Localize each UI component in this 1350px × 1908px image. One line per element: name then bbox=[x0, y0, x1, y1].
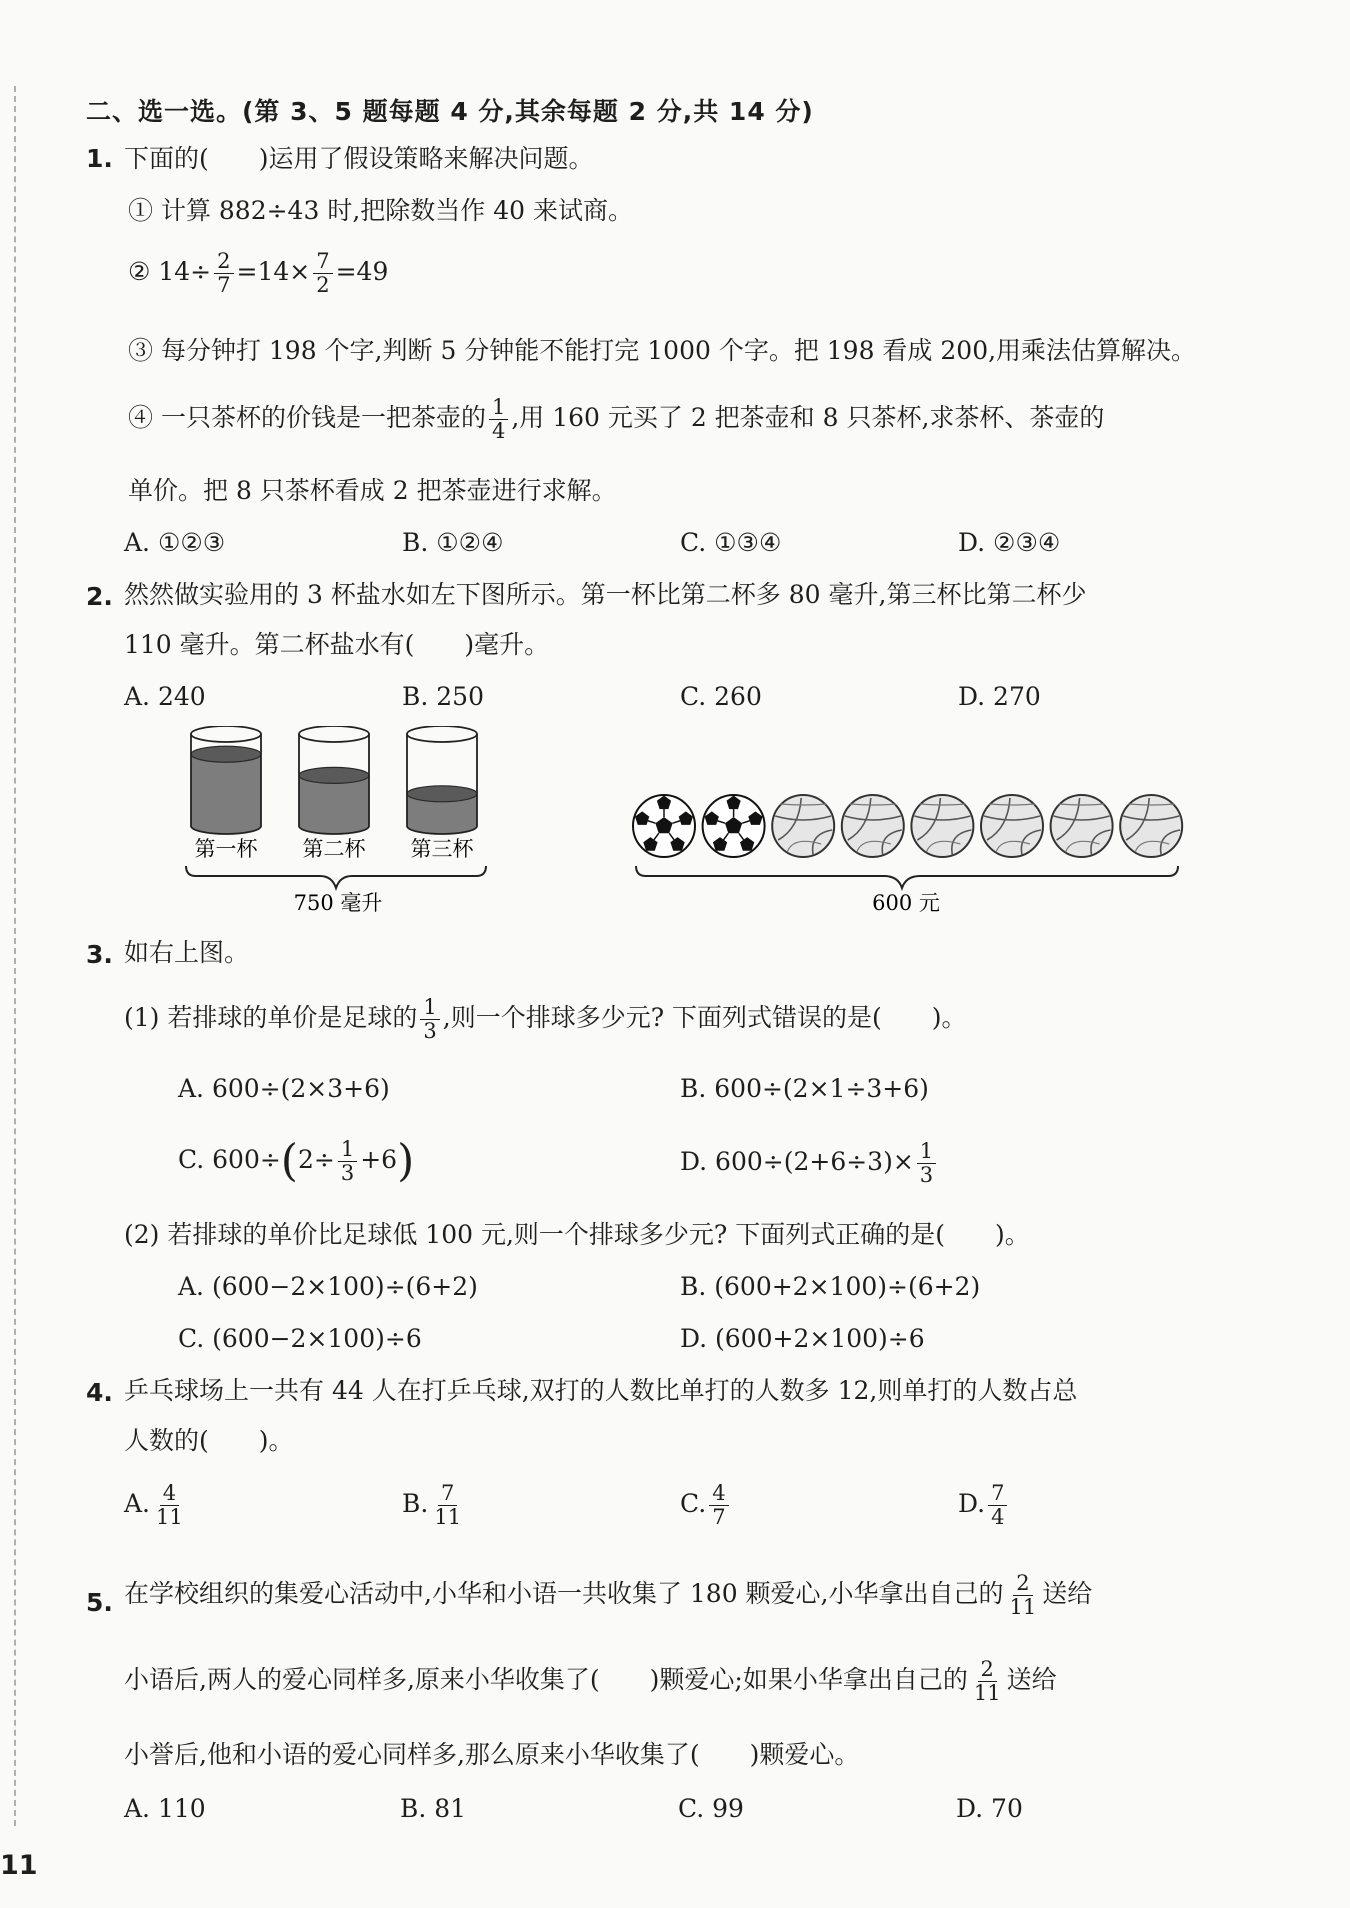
volleyball-icon bbox=[1051, 795, 1113, 857]
q4-option-d-fraction bbox=[988, 1482, 1007, 1529]
q3-p1-option-b[interactable]: B. 600÷(2×1÷3+6) bbox=[680, 1074, 929, 1103]
water-fill bbox=[299, 775, 369, 834]
q1-item-4 bbox=[128, 396, 1104, 443]
q4-option-d[interactable] bbox=[958, 1482, 1010, 1529]
q2-line-1: 然然做实验用的 3 杯盐水如左下图所示。第一杯比第二杯多 80 毫升,第三杯比第二杯少 bbox=[124, 580, 1087, 609]
q1-item-2-fraction-1 bbox=[214, 250, 233, 297]
q5-line-2-fraction bbox=[971, 1658, 1004, 1705]
cups-figure bbox=[180, 726, 500, 916]
section-title: 二、选一选。(第 3、5 题每题 4 分,其余每题 2 分,共 14 分) bbox=[86, 97, 814, 126]
cups-total-label: 750 毫升 bbox=[293, 891, 383, 915]
fraction-numerator: 1 bbox=[338, 1138, 357, 1162]
q1-item-4-fraction bbox=[489, 396, 508, 443]
fraction-numerator: 4 bbox=[709, 1482, 728, 1506]
q1-item-2-prefix: ② 14÷ bbox=[128, 257, 212, 286]
fraction-denominator: 11 bbox=[1009, 1595, 1037, 1619]
q1-number: 1. bbox=[86, 144, 113, 173]
q1-option-d[interactable]: D. ②③④ bbox=[958, 528, 1061, 557]
q5-number: 5. bbox=[86, 1588, 113, 1617]
fraction-numerator: 7 bbox=[438, 1482, 457, 1506]
q1-item-2-fraction-2 bbox=[313, 250, 332, 297]
cup-label-2: 第二杯 bbox=[302, 837, 366, 861]
fraction-denominator: 7 bbox=[712, 1505, 726, 1529]
fraction-denominator: 3 bbox=[340, 1161, 355, 1185]
fraction-numerator: 1 bbox=[917, 1140, 936, 1164]
water-surface bbox=[407, 786, 477, 802]
option-letter: A. bbox=[124, 1489, 151, 1518]
fraction-denominator: 2 bbox=[316, 273, 330, 297]
q2-option-a[interactable]: A. 240 bbox=[124, 682, 206, 711]
fraction-numerator: 2 bbox=[214, 250, 233, 274]
fraction-denominator: 11 bbox=[434, 1505, 462, 1529]
football-icon bbox=[633, 795, 695, 857]
beaker-3 bbox=[407, 726, 477, 834]
balls-total-label: 600 元 bbox=[872, 891, 940, 915]
q5-option-a[interactable]: A. 110 bbox=[124, 1794, 206, 1823]
volleyball-icon bbox=[981, 795, 1043, 857]
fraction-numerator: 2 bbox=[978, 1658, 997, 1682]
q2-number: 2. bbox=[86, 582, 113, 611]
q3-p1-option-c-prefix: C. 600÷ bbox=[178, 1145, 281, 1174]
fraction-numerator: 7 bbox=[988, 1482, 1007, 1506]
q4-option-a-fraction bbox=[153, 1482, 186, 1529]
option-letter: B. bbox=[402, 1489, 429, 1518]
beaker-2 bbox=[299, 726, 369, 834]
q3-p1-option-d-prefix: D. 600÷(2+6÷3)× bbox=[680, 1147, 914, 1176]
q3-p2-option-b[interactable]: B. (600+2×100)÷(6+2) bbox=[680, 1272, 981, 1301]
q5-line-1-suffix: 送给 bbox=[1042, 1579, 1093, 1608]
cup-label-1: 第一杯 bbox=[194, 837, 258, 861]
binding-margin-line bbox=[14, 86, 16, 1826]
q1-item-4-prefix: ④ 一只茶杯的价钱是一把茶壶的 bbox=[128, 403, 486, 432]
q2-option-d[interactable]: D. 270 bbox=[958, 682, 1041, 711]
q1-option-b[interactable]: B. ①②④ bbox=[402, 528, 504, 557]
q3-p1-option-c[interactable] bbox=[178, 1135, 415, 1187]
q5-line-1 bbox=[124, 1572, 1092, 1619]
fraction-denominator: 11 bbox=[973, 1681, 1001, 1705]
beaker-rim bbox=[191, 726, 261, 742]
q5-line-1-fraction bbox=[1007, 1572, 1040, 1619]
q3-p2-option-d[interactable]: D. (600+2×100)÷6 bbox=[680, 1324, 925, 1353]
q3-part-1-prefix: (1) 若排球的单价是足球的 bbox=[124, 1003, 418, 1032]
water-surface bbox=[299, 767, 369, 783]
q2-line-2: 110 毫升。第二杯盐水有( )毫升。 bbox=[124, 630, 550, 659]
balls-figure bbox=[628, 790, 1188, 918]
q1-item-2-suffix: =49 bbox=[335, 257, 389, 286]
q1-item-1: ① 计算 882÷43 时,把除数当作 40 来试商。 bbox=[128, 196, 633, 225]
q4-option-c-fraction bbox=[709, 1482, 728, 1529]
q5-line-2 bbox=[124, 1658, 1057, 1705]
q1-item-4-suffix: ,用 160 元买了 2 把茶壶和 8 只茶杯,求茶杯、茶壶的 bbox=[511, 403, 1105, 432]
q1-item-2-mid: =14× bbox=[236, 257, 311, 286]
football-icon bbox=[703, 795, 765, 857]
q3-p1-option-c-inner-2: +6 bbox=[360, 1145, 398, 1174]
water-surface bbox=[191, 746, 261, 762]
water-fill bbox=[191, 754, 261, 834]
fraction-numerator: 1 bbox=[420, 996, 439, 1020]
q1-item-3: ③ 每分钟打 198 个字,判断 5 分钟能不能打完 1000 个字。把 198 看成 200,用乘法估算解决。 bbox=[128, 336, 1197, 365]
q4-line-2: 人数的( )。 bbox=[124, 1426, 294, 1455]
q3-part-1-fraction bbox=[420, 996, 439, 1043]
q1-option-a[interactable]: A. ①②③ bbox=[124, 528, 226, 557]
fraction-numerator: 2 bbox=[1013, 1572, 1032, 1596]
q1-item-4-line-2: 单价。把 8 只茶杯看成 2 把茶壶进行求解。 bbox=[128, 476, 617, 505]
fraction-denominator: 7 bbox=[217, 273, 231, 297]
q1-option-c[interactable]: C. ①③④ bbox=[680, 528, 782, 557]
q4-option-a[interactable] bbox=[124, 1482, 189, 1529]
fraction-numerator: 7 bbox=[313, 250, 332, 274]
q3-p1-option-c-inner-1: 2÷ bbox=[297, 1145, 335, 1174]
q1-item-2 bbox=[128, 250, 388, 297]
q3-part-1-suffix: ,则一个排球多少元? 下面列式错误的是( )。 bbox=[442, 1003, 967, 1032]
q3-part-2-stem: (2) 若排球的单价比足球低 100 元,则一个排球多少元? 下面列式正确的是( )。 bbox=[124, 1220, 1030, 1249]
q3-p1-option-c-fraction bbox=[338, 1138, 357, 1185]
q3-p1-option-d[interactable] bbox=[680, 1140, 939, 1187]
volleyball-icon bbox=[1120, 795, 1182, 857]
fraction-numerator: 4 bbox=[160, 1482, 179, 1506]
q4-line-1: 乒乓球场上一共有 44 人在打乒乓球,双打的人数比单打的人数多 12,则单打的人数占总 bbox=[124, 1376, 1078, 1405]
q3-number: 3. bbox=[86, 940, 113, 969]
page-number: 11 bbox=[0, 1850, 38, 1881]
q2-option-b[interactable]: B. 250 bbox=[402, 682, 484, 711]
q4-number: 4. bbox=[86, 1378, 113, 1407]
fraction-denominator: 3 bbox=[423, 1019, 437, 1043]
beaker-rim bbox=[299, 726, 369, 742]
q3-part-1 bbox=[124, 996, 967, 1043]
left-paren-glyph: ( bbox=[280, 1135, 298, 1187]
volleyball-icon bbox=[842, 795, 904, 857]
q3-p2-option-c[interactable]: C. (600−2×100)÷6 bbox=[178, 1324, 422, 1353]
q3-stem: 如右上图。 bbox=[124, 938, 250, 967]
volleyball-icon bbox=[911, 795, 973, 857]
q1-stem: 下面的( )运用了假设策略来解决问题。 bbox=[124, 144, 594, 173]
option-letter: C. bbox=[680, 1489, 707, 1518]
cup-label-3: 第三杯 bbox=[410, 837, 474, 861]
cups-brace bbox=[186, 866, 486, 888]
q3-p1-option-d-fraction bbox=[917, 1140, 936, 1187]
q5-line-1-prefix: 在学校组织的集爱心活动中,小华和小语一共收集了 180 颗爱心,小华拿出自己的 bbox=[124, 1579, 1004, 1608]
right-paren-glyph: ) bbox=[397, 1135, 415, 1187]
option-letter: D. bbox=[958, 1489, 986, 1518]
fraction-denominator: 11 bbox=[156, 1505, 183, 1529]
fraction-denominator: 4 bbox=[991, 1505, 1005, 1529]
q3-p1-option-a[interactable]: A. 600÷(2×3+6) bbox=[178, 1074, 390, 1103]
beaker-rim bbox=[407, 726, 477, 742]
q5-option-b[interactable]: B. 81 bbox=[400, 1794, 467, 1823]
q5-line-2-suffix: 送给 bbox=[1006, 1665, 1057, 1694]
q2-option-c[interactable]: C. 260 bbox=[680, 682, 762, 711]
q5-line-2-prefix: 小语后,两人的爱心同样多,原来小华收集了( )颗爱心;如果小华拿出自己的 bbox=[124, 1665, 968, 1694]
q5-option-d[interactable]: D. 70 bbox=[956, 1794, 1023, 1823]
balls-brace bbox=[636, 866, 1178, 888]
fraction-denominator: 3 bbox=[919, 1163, 934, 1187]
q4-option-b[interactable] bbox=[402, 1482, 467, 1529]
beaker-1 bbox=[191, 726, 261, 834]
fraction-denominator: 4 bbox=[491, 419, 506, 443]
q5-option-c[interactable]: C. 99 bbox=[678, 1794, 744, 1823]
q5-line-3: 小誉后,他和小语的爱心同样多,那么原来小华收集了( )颗爱心。 bbox=[124, 1740, 860, 1769]
q4-option-c[interactable] bbox=[680, 1482, 732, 1529]
q3-p2-option-a[interactable]: A. (600−2×100)÷(6+2) bbox=[178, 1272, 478, 1301]
volleyball-icon bbox=[772, 795, 834, 857]
fraction-numerator: 1 bbox=[489, 396, 508, 420]
q4-option-b-fraction bbox=[431, 1482, 464, 1529]
